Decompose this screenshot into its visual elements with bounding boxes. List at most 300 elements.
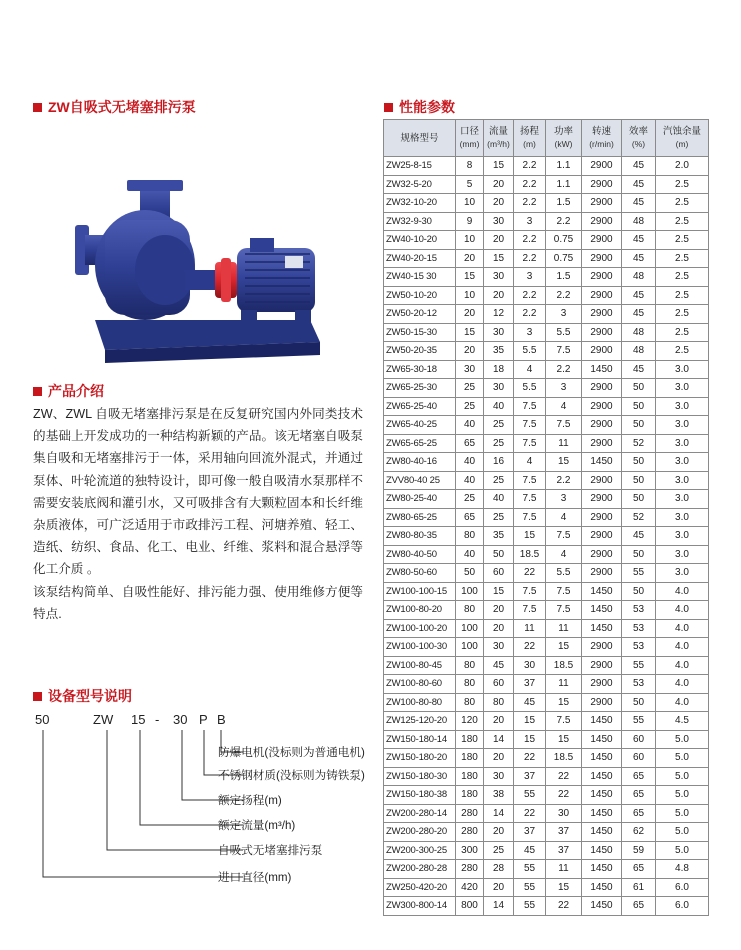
red-square-icon	[33, 387, 42, 396]
table-cell: 60	[484, 564, 514, 583]
table-header-label: 功率	[553, 126, 573, 137]
table-cell: 22	[514, 749, 546, 768]
table-header-label: 扬程	[519, 126, 539, 137]
table-cell: 4.0	[656, 582, 709, 601]
table-cell: 30	[514, 656, 546, 675]
table-cell: 2.2	[546, 212, 582, 231]
table-cell: 1.5	[546, 194, 582, 213]
table-cell: 2900	[582, 397, 622, 416]
table-cell-model: ZW40-10-20	[384, 231, 456, 250]
table-cell: 25	[456, 490, 484, 509]
table-cell: 45	[622, 231, 656, 250]
table-cell: 5.0	[656, 786, 709, 805]
table-cell-model: ZW100-80-45	[384, 656, 456, 675]
table-row	[384, 157, 709, 176]
table-cell: 22	[546, 786, 582, 805]
table-row	[384, 878, 709, 897]
table-cell: 2900	[582, 212, 622, 231]
table-cell-model: ZW80-25-40	[384, 490, 456, 509]
table-cell: 0.75	[546, 231, 582, 250]
table-cell: 2900	[582, 545, 622, 564]
table-cell: 2.5	[656, 305, 709, 324]
table-cell: 2.5	[656, 231, 709, 250]
table-cell: 60	[622, 749, 656, 768]
table-cell: 25	[456, 397, 484, 416]
table-header-cell	[456, 120, 484, 157]
table-cell-model: ZW200-280-28	[384, 860, 456, 879]
table-cell-model: ZW100-80-80	[384, 693, 456, 712]
table-cell: 3.0	[656, 379, 709, 398]
table-cell: 10	[456, 286, 484, 305]
table-cell: 1450	[582, 823, 622, 842]
table-cell: 50	[622, 490, 656, 509]
table-cell-model: ZW250-420-20	[384, 878, 456, 897]
table-cell: 28	[484, 860, 514, 879]
table-header-cell	[384, 120, 456, 157]
table-cell: 22	[546, 897, 582, 916]
table-header-row	[384, 120, 709, 157]
table-cell: 2.5	[656, 249, 709, 268]
table-cell: 3.0	[656, 453, 709, 472]
table-cell: 180	[456, 786, 484, 805]
table-cell-model: ZW40-20-15	[384, 249, 456, 268]
table-cell-model: ZW80-80-35	[384, 527, 456, 546]
table-cell: 38	[484, 786, 514, 805]
table-cell: 2900	[582, 508, 622, 527]
table-cell: 40	[456, 416, 484, 435]
table-cell: 53	[622, 619, 656, 638]
table-cell: 80	[456, 527, 484, 546]
table-row	[384, 823, 709, 842]
table-cell: 37	[546, 841, 582, 860]
table-cell: 50	[622, 397, 656, 416]
table-cell: 11	[546, 619, 582, 638]
table-cell: 11	[514, 619, 546, 638]
model-code-flow: 15	[131, 712, 146, 727]
table-cell: 15	[484, 582, 514, 601]
table-header-label: 流量	[488, 126, 508, 137]
table-cell: 3.0	[656, 360, 709, 379]
model-code-head: 30	[173, 712, 188, 727]
table-cell: 25	[484, 471, 514, 490]
table-cell: 40	[456, 471, 484, 490]
table-cell: 11	[546, 434, 582, 453]
table-row	[384, 490, 709, 509]
table-cell: 2.5	[656, 268, 709, 287]
table-cell: 3	[514, 268, 546, 287]
table-cell: 16	[484, 453, 514, 472]
table-row	[384, 712, 709, 731]
table-cell: 7.5	[546, 601, 582, 620]
table-cell: 1450	[582, 730, 622, 749]
model-code-dash: -	[155, 712, 160, 727]
table-cell: 5.0	[656, 767, 709, 786]
intro-text	[33, 403, 363, 625]
table-cell: 20	[484, 619, 514, 638]
table-cell: 4.0	[656, 638, 709, 657]
table-cell-model: ZW40-15 30	[384, 268, 456, 287]
table-cell: 30	[484, 323, 514, 342]
table-cell: 37	[546, 823, 582, 842]
table-cell: 45	[622, 286, 656, 305]
table-cell: 1450	[582, 767, 622, 786]
table-cell: 45	[622, 305, 656, 324]
table-cell: 15	[546, 693, 582, 712]
table-cell: 5.5	[546, 564, 582, 583]
table-cell: 7.5	[514, 582, 546, 601]
table-cell-model: ZW32-9-30	[384, 212, 456, 231]
table-cell: 2900	[582, 638, 622, 657]
table-cell: 6.0	[656, 878, 709, 897]
table-cell: 2900	[582, 416, 622, 435]
table-cell: 40	[484, 490, 514, 509]
table-header-unit: (m)	[675, 139, 689, 149]
table-cell: 55	[622, 712, 656, 731]
table-cell: 65	[456, 434, 484, 453]
table-cell: 48	[622, 342, 656, 361]
model-code-motor: B	[217, 712, 226, 727]
table-cell: 2.2	[514, 231, 546, 250]
table-cell: 3.0	[656, 545, 709, 564]
table-cell-model: ZW50-10-20	[384, 286, 456, 305]
table-cell: 25	[484, 416, 514, 435]
table-cell: 30	[484, 767, 514, 786]
model-desc-head: 额定扬程(m)	[218, 794, 282, 807]
table-row	[384, 508, 709, 527]
table-cell: 7.5	[546, 342, 582, 361]
table-cell: 2900	[582, 194, 622, 213]
table-cell: 2900	[582, 490, 622, 509]
table-cell-model: ZW125-120-20	[384, 712, 456, 731]
table-cell: 37	[514, 675, 546, 694]
table-cell: 1450	[582, 582, 622, 601]
table-cell: 25	[484, 508, 514, 527]
table-cell: 420	[456, 878, 484, 897]
table-cell: 15	[484, 157, 514, 176]
table-cell: 2.5	[656, 342, 709, 361]
table-cell: 55	[514, 897, 546, 916]
table-cell: 15	[514, 712, 546, 731]
model-leader-lines	[33, 712, 363, 902]
table-cell: 2900	[582, 379, 622, 398]
table-cell: 45	[622, 175, 656, 194]
table-cell: 7.5	[514, 490, 546, 509]
table-cell-model: ZW65-30-18	[384, 360, 456, 379]
table-cell: 53	[622, 638, 656, 657]
table-cell: 4.0	[656, 619, 709, 638]
product-title-text: ZW自吸式无堵塞排污泵	[48, 99, 196, 115]
table-cell: 7.5	[546, 527, 582, 546]
table-cell: 7.5	[514, 397, 546, 416]
table-cell: 3	[546, 379, 582, 398]
table-cell: 7.5	[546, 416, 582, 435]
table-cell: 45	[514, 841, 546, 860]
table-cell: 22	[514, 564, 546, 583]
table-cell: 4	[546, 508, 582, 527]
table-cell: 3.0	[656, 471, 709, 490]
table-row	[384, 675, 709, 694]
table-header-cell	[546, 120, 582, 157]
table-cell-model: ZW100-100-20	[384, 619, 456, 638]
table-cell-model: ZW50-20-12	[384, 305, 456, 324]
table-cell: 2.5	[656, 286, 709, 305]
table-cell: 65	[622, 897, 656, 916]
table-cell: 7.5	[546, 582, 582, 601]
table-cell: 3.0	[656, 490, 709, 509]
table-cell-model: ZW50-15-30	[384, 323, 456, 342]
table-row	[384, 471, 709, 490]
table-cell: 280	[456, 860, 484, 879]
table-row	[384, 693, 709, 712]
table-cell: 30	[546, 804, 582, 823]
table-cell-model: ZW80-50-60	[384, 564, 456, 583]
table-row	[384, 397, 709, 416]
table-cell: 20	[456, 305, 484, 324]
table-header-cell	[484, 120, 514, 157]
table-cell: 3.0	[656, 508, 709, 527]
table-row	[384, 582, 709, 601]
table-cell: 18	[484, 360, 514, 379]
table-cell: 2.2	[514, 157, 546, 176]
table-cell: 50	[622, 453, 656, 472]
table-cell: 7.5	[514, 508, 546, 527]
table-cell: 20	[484, 823, 514, 842]
table-cell: 15	[546, 638, 582, 657]
table-cell: 9	[456, 212, 484, 231]
table-cell: 2900	[582, 656, 622, 675]
table-cell: 4.8	[656, 860, 709, 879]
table-cell-model: ZW100-100-30	[384, 638, 456, 657]
table-cell: 48	[622, 323, 656, 342]
table-cell: 1450	[582, 804, 622, 823]
table-cell: 62	[622, 823, 656, 842]
table-cell-model: ZW65-25-40	[384, 397, 456, 416]
table-cell: 80	[484, 693, 514, 712]
table-row	[384, 416, 709, 435]
table-cell-model: ZW300-800-14	[384, 897, 456, 916]
table-cell: 35	[484, 342, 514, 361]
table-cell: 3	[514, 323, 546, 342]
table-cell: 2900	[582, 527, 622, 546]
table-header-label: 转速	[591, 126, 611, 137]
table-cell: 59	[622, 841, 656, 860]
table-cell: 2900	[582, 434, 622, 453]
table-cell: 45	[484, 656, 514, 675]
table-row	[384, 786, 709, 805]
table-row	[384, 194, 709, 213]
table-cell-model: ZW100-80-60	[384, 675, 456, 694]
table-row	[384, 860, 709, 879]
table-row	[384, 601, 709, 620]
table-row	[384, 804, 709, 823]
table-cell: 7.5	[514, 601, 546, 620]
table-cell: 10	[456, 194, 484, 213]
table-row	[384, 453, 709, 472]
table-cell: 2.5	[656, 212, 709, 231]
table-cell: 20	[484, 231, 514, 250]
table-cell: 65	[622, 767, 656, 786]
table-cell-model: ZW100-80-20	[384, 601, 456, 620]
table-header-cell	[656, 120, 709, 157]
table-cell: 40	[456, 545, 484, 564]
table-cell: 20	[484, 878, 514, 897]
table-cell-model: ZW32-10-20	[384, 194, 456, 213]
table-cell: 1.5	[546, 268, 582, 287]
table-row	[384, 286, 709, 305]
table-cell-model: ZW80-40-16	[384, 453, 456, 472]
table-cell: 2900	[582, 286, 622, 305]
table-cell-model: ZW200-280-14	[384, 804, 456, 823]
table-cell: 48	[622, 268, 656, 287]
table-header-label: 效率	[628, 126, 648, 137]
table-cell: 45	[622, 194, 656, 213]
table-cell: 25	[484, 434, 514, 453]
table-cell: 2900	[582, 231, 622, 250]
table-cell: 1450	[582, 712, 622, 731]
table-header-label: 口径	[459, 126, 479, 137]
table-row	[384, 619, 709, 638]
table-cell: 30	[456, 360, 484, 379]
table-cell: 60	[484, 675, 514, 694]
table-cell: 3	[514, 212, 546, 231]
table-cell: 3	[546, 305, 582, 324]
table-cell: 180	[456, 730, 484, 749]
table-cell-model: ZW80-65-25	[384, 508, 456, 527]
table-cell: 14	[484, 730, 514, 749]
table-cell: 45	[622, 157, 656, 176]
table-header-unit: (%)	[631, 139, 646, 149]
table-cell-model: ZW200-300-25	[384, 841, 456, 860]
table-cell: 100	[456, 582, 484, 601]
table-cell: 50	[622, 693, 656, 712]
table-row	[384, 564, 709, 583]
table-row	[384, 212, 709, 231]
table-row	[384, 656, 709, 675]
table-cell: 22	[546, 767, 582, 786]
table-cell: 5.0	[656, 730, 709, 749]
table-cell: 55	[514, 878, 546, 897]
table-cell: 100	[456, 638, 484, 657]
table-cell: 2.2	[514, 194, 546, 213]
product-title	[33, 97, 196, 117]
table-row	[384, 749, 709, 768]
table-cell: 30	[484, 379, 514, 398]
table-cell: 280	[456, 804, 484, 823]
table-cell: 14	[484, 897, 514, 916]
table-cell: 3.0	[656, 564, 709, 583]
table-cell: 2.5	[656, 175, 709, 194]
table-cell: 20	[484, 601, 514, 620]
table-cell: 1450	[582, 601, 622, 620]
table-header-cell	[514, 120, 546, 157]
table-cell: 8	[456, 157, 484, 176]
model-desc-motor: 防爆电机(没标则为普通电机)	[218, 746, 365, 759]
table-cell: 30	[484, 212, 514, 231]
table-cell: 65	[456, 508, 484, 527]
table-cell: 50	[622, 416, 656, 435]
table-cell-model: ZW80-40-50	[384, 545, 456, 564]
table-cell: 3.0	[656, 416, 709, 435]
table-header-unit: (kW)	[554, 139, 573, 149]
red-square-icon	[384, 103, 393, 112]
red-square-icon	[33, 692, 42, 701]
table-row	[384, 342, 709, 361]
model-desc-diameter: 进口直径(mm)	[218, 871, 292, 884]
table-cell: 1450	[582, 749, 622, 768]
table-cell: 3.0	[656, 397, 709, 416]
table-cell: 1450	[582, 619, 622, 638]
table-cell: 30	[484, 268, 514, 287]
table-cell: 45	[622, 249, 656, 268]
table-header-unit: (m³/h)	[487, 139, 510, 149]
table-cell: 7.5	[514, 471, 546, 490]
performance-title-text: 性能参数	[399, 99, 455, 115]
model-title	[33, 686, 132, 706]
table-cell: 52	[622, 508, 656, 527]
table-cell: 180	[456, 749, 484, 768]
table-cell: 5.5	[546, 323, 582, 342]
table-cell: 18.5	[546, 749, 582, 768]
table-row	[384, 268, 709, 287]
table-row	[384, 545, 709, 564]
table-cell: 20	[456, 342, 484, 361]
table-cell: 300	[456, 841, 484, 860]
table-cell: 4.0	[656, 693, 709, 712]
table-cell-model: ZW65-65-25	[384, 434, 456, 453]
table-cell: 20	[484, 286, 514, 305]
table-cell: 20	[456, 249, 484, 268]
table-cell: 0.75	[546, 249, 582, 268]
table-cell: 180	[456, 767, 484, 786]
table-cell-model: ZW150-180-14	[384, 730, 456, 749]
table-row	[384, 897, 709, 916]
table-cell: 15	[546, 453, 582, 472]
table-cell: 2.5	[656, 194, 709, 213]
table-cell: 3	[546, 490, 582, 509]
table-cell: 25	[484, 841, 514, 860]
performance-table	[383, 119, 709, 916]
table-cell: 15	[514, 730, 546, 749]
model-code-material: P	[199, 712, 208, 727]
table-cell: 11	[546, 860, 582, 879]
table-cell: 1450	[582, 786, 622, 805]
table-cell: 5.0	[656, 749, 709, 768]
table-header-label: 规格型号	[400, 132, 439, 144]
table-row	[384, 360, 709, 379]
table-cell: 7.5	[514, 434, 546, 453]
table-cell: 15	[484, 249, 514, 268]
model-desc-flow: 额定流量(m³/h)	[218, 819, 296, 832]
table-row	[384, 305, 709, 324]
table-cell-model: ZW150-180-30	[384, 767, 456, 786]
table-cell: 18.5	[546, 656, 582, 675]
table-cell: 5.0	[656, 841, 709, 860]
model-explanation	[33, 712, 363, 902]
table-cell: 65	[622, 860, 656, 879]
table-cell: 5.0	[656, 804, 709, 823]
table-cell: 4	[546, 545, 582, 564]
table-cell: 2.0	[656, 157, 709, 176]
table-cell: 2900	[582, 268, 622, 287]
table-header-unit: (m)	[523, 139, 536, 149]
table-cell: 20	[484, 712, 514, 731]
table-cell: 800	[456, 897, 484, 916]
table-cell: 5.5	[514, 379, 546, 398]
pump-illustration-icon	[45, 170, 335, 370]
table-cell: 2900	[582, 323, 622, 342]
table-cell: 35	[484, 527, 514, 546]
table-header-unit: (mm)	[459, 139, 480, 149]
